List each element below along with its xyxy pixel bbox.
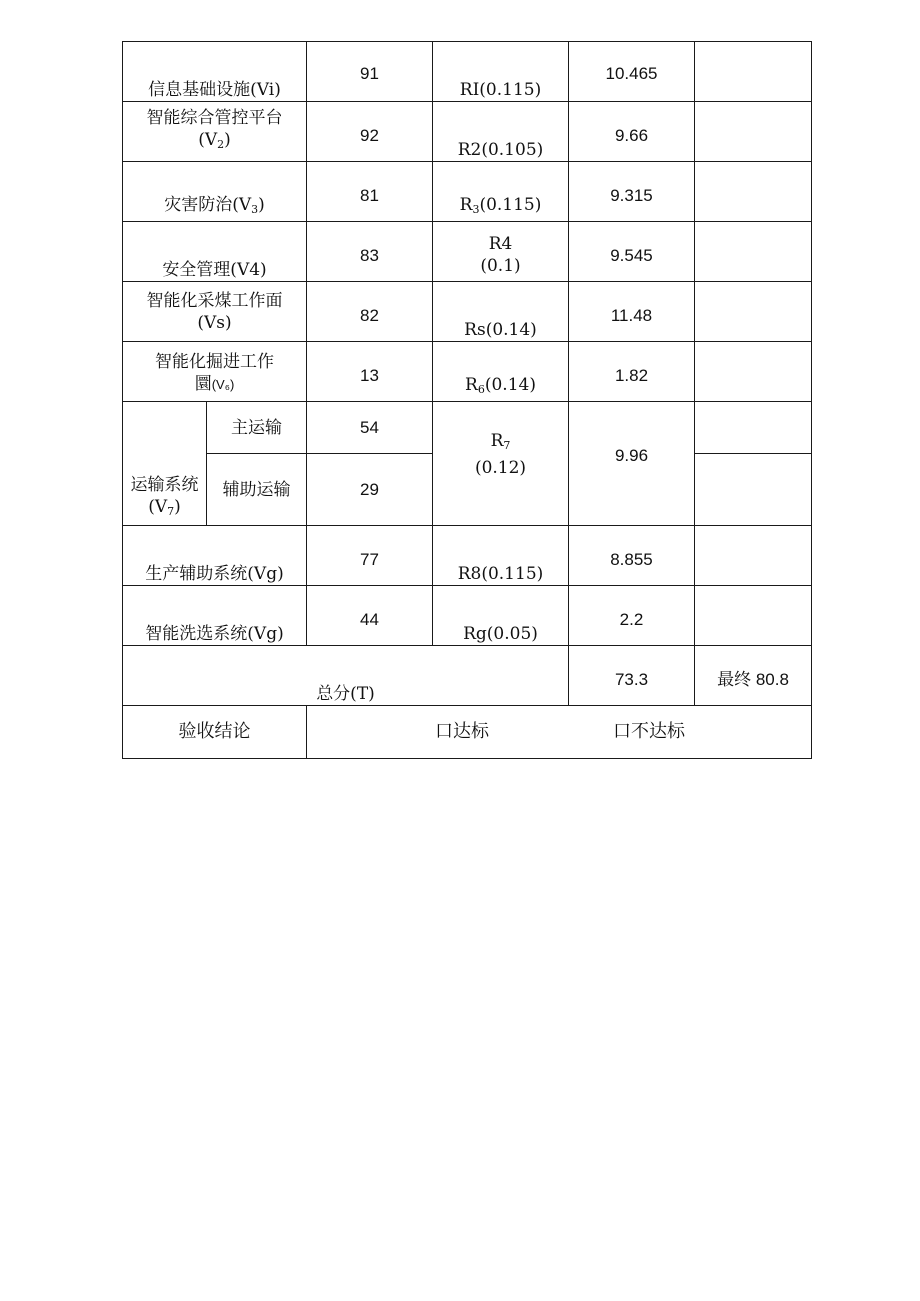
acceptance-score-table xyxy=(122,41,812,759)
table-row xyxy=(123,222,812,282)
weight-cell: R2(0.105) xyxy=(433,102,569,162)
weight-cell: RI(0.115) xyxy=(433,42,569,102)
table-row xyxy=(123,342,812,402)
weight-cell: Rs(0.14) xyxy=(433,282,569,342)
table-row xyxy=(123,162,812,222)
remark-cell xyxy=(695,402,812,454)
table-row xyxy=(123,42,812,102)
result-cell: 11.48 xyxy=(569,282,695,342)
weight-cell: $R_3(0.115)$ xyxy=(433,162,569,222)
result-cell: 8.855 xyxy=(569,526,695,586)
item-name-cell: 智能化采煤工作面 (Vs) xyxy=(123,282,307,342)
result-cell: 9.96 xyxy=(569,402,695,526)
weight-cell: Rg(0.05) xyxy=(433,586,569,646)
score-cell: 83 xyxy=(307,222,433,282)
item-name-cell: 灾害防治$(V_3)$ xyxy=(123,162,307,222)
remark-cell xyxy=(695,102,812,162)
fail-checkbox-option[interactable]: 口不达标 xyxy=(613,721,685,742)
result-cell: 1.82 xyxy=(569,342,695,402)
item-name-cell: 运输系统 $(V_7)$ xyxy=(123,402,207,526)
table-row xyxy=(123,402,812,454)
table-row xyxy=(123,526,812,586)
result-cell: 9.315 xyxy=(569,162,695,222)
total-label-cell: 总分(T) xyxy=(123,646,569,706)
score-cell: 91 xyxy=(307,42,433,102)
score-cell: 29 xyxy=(307,454,433,526)
remark-cell xyxy=(695,342,812,402)
sub-item-name-cell: 主运输 xyxy=(207,402,307,454)
score-cell: 54 xyxy=(307,402,433,454)
remark-cell xyxy=(695,526,812,586)
remark-cell xyxy=(695,42,812,102)
conclusion-row xyxy=(123,706,812,759)
score-cell: 92 xyxy=(307,102,433,162)
table-row xyxy=(123,586,812,646)
remark-cell xyxy=(695,454,812,526)
sub-item-name-cell: 辅助运输 xyxy=(207,454,307,526)
pass-checkbox-option[interactable]: 口达标 xyxy=(435,721,489,742)
remark-cell xyxy=(695,586,812,646)
score-cell: 77 xyxy=(307,526,433,586)
final-score-cell: 最终 80.8 xyxy=(695,646,812,706)
result-cell: 9.66 xyxy=(569,102,695,162)
total-row xyxy=(123,646,812,706)
remark-cell xyxy=(695,162,812,222)
conclusion-options xyxy=(307,706,812,759)
conclusion-label: 验收结论 xyxy=(123,706,307,759)
item-name-cell: 智能化掘进工作 圜(V₆) xyxy=(123,342,307,402)
result-cell: 9.545 xyxy=(569,222,695,282)
item-name-cell: 生产辅助系统(Vg) xyxy=(123,526,307,586)
weight-cell: $R_6(0.14)$ xyxy=(433,342,569,402)
total-result-cell: 73.3 xyxy=(569,646,695,706)
result-cell: 10.465 xyxy=(569,42,695,102)
weight-cell: $R_7$ (0.12) xyxy=(433,402,569,526)
item-name-cell: 安全管理(V4) xyxy=(123,222,307,282)
score-cell: 13 xyxy=(307,342,433,402)
item-name-cell: 智能综合管控平台 $(V_2)$ xyxy=(123,102,307,162)
remark-cell xyxy=(695,222,812,282)
score-cell: 82 xyxy=(307,282,433,342)
weight-cell: R8(0.115) xyxy=(433,526,569,586)
result-cell: 2.2 xyxy=(569,586,695,646)
item-name-cell: 智能洗选系统(Vg) xyxy=(123,586,307,646)
weight-cell: R4 (0.1) xyxy=(433,222,569,282)
item-name-cell: 信息基础设施(Vi) xyxy=(123,42,307,102)
score-cell: 81 xyxy=(307,162,433,222)
table-row xyxy=(123,102,812,162)
score-cell: 44 xyxy=(307,586,433,646)
remark-cell xyxy=(695,282,812,342)
table-row xyxy=(123,282,812,342)
